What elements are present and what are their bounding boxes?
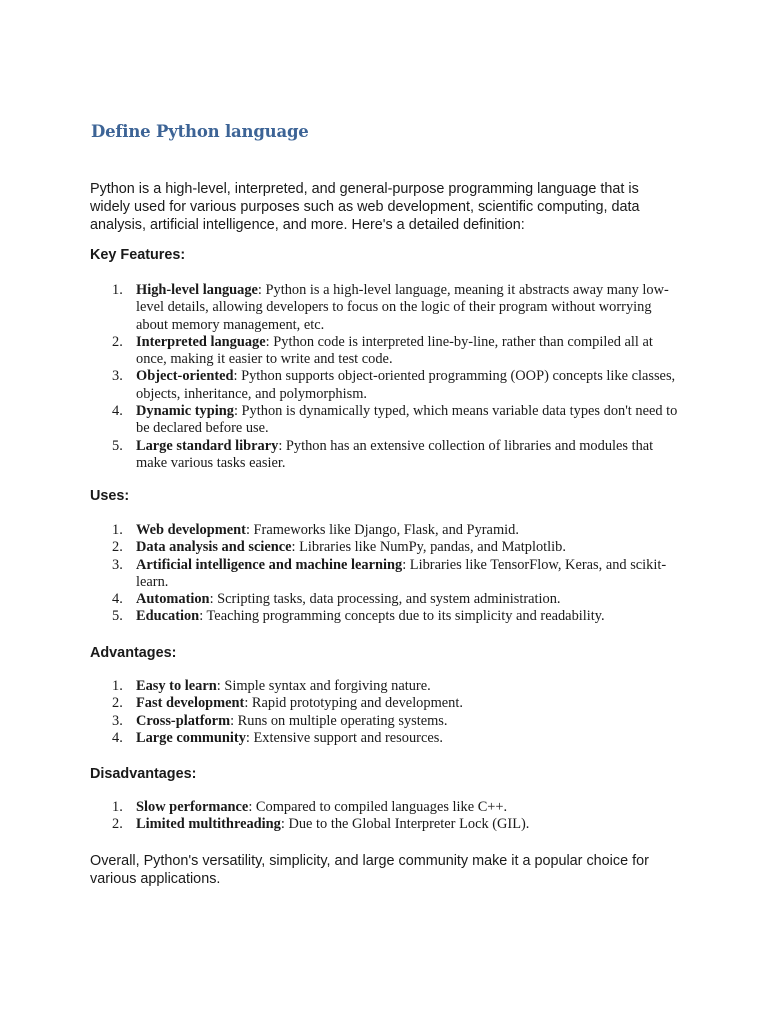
list-item-term: Web development	[136, 522, 246, 538]
list-item	[110, 730, 670, 747]
list-item-description: : Rapid prototyping and development.	[244, 695, 463, 712]
list-item-term: Limited multithreading	[136, 816, 281, 833]
list-item	[110, 713, 670, 730]
advantages-list	[110, 678, 670, 747]
list-item-number: 2.	[112, 333, 123, 350]
key-features-list	[110, 282, 682, 472]
list-item-number: 4.	[112, 591, 123, 608]
list-item-description: : Python supports object-oriented programming (OOP) concepts like classes, objects, inheritance, and polymorphism.	[136, 368, 676, 402]
uses-heading: Uses:	[90, 488, 130, 504]
list-item-number: 2.	[112, 695, 123, 712]
list-item-number: 2.	[112, 816, 123, 833]
list-item-description: : Libraries like TensorFlow, Keras, and scikit-learn.	[136, 556, 667, 590]
list-item	[110, 334, 682, 369]
list-item-term: Dynamic typing	[136, 403, 234, 420]
list-item-number: 2.	[112, 539, 123, 556]
list-item-description: : Scripting tasks, data processing, and system administration.	[209, 591, 561, 608]
advantages-heading: Advantages:	[90, 645, 177, 661]
disadvantages-heading: Disadvantages:	[90, 766, 197, 782]
list-item-term: Fast development	[136, 695, 245, 712]
list-item-number: 3.	[112, 368, 123, 385]
list-item-number: 5.	[112, 437, 123, 454]
list-item	[110, 539, 675, 556]
list-item	[110, 403, 682, 438]
list-item-description: : Due to the Global Interpreter Lock (GIL).	[280, 816, 530, 833]
intro-paragraph: Python is a high-level, interpreted, and general-purpose programming language that is widely used for various purposes such as web development, scientific computing, data analysis, artificial intelligence, and more. Here's a detailed definition:	[90, 181, 640, 233]
page-title: Define Python language	[91, 122, 309, 141]
disadvantages-list	[110, 799, 670, 834]
list-item-description: : Extensive support and resources.	[245, 729, 443, 746]
closing-paragraph: Overall, Python's versatility, simplicity, and large community make it a popular choice for various applications.	[90, 853, 649, 887]
list-item-term: Data analysis and science	[136, 539, 292, 556]
list-item-number: 1.	[112, 799, 123, 815]
list-item-number: 1.	[112, 678, 123, 694]
list-item	[110, 678, 670, 695]
list-item-term: Easy to learn	[136, 678, 217, 694]
list-item-term: Slow performance	[136, 799, 249, 815]
list-item-term: Education	[136, 608, 200, 625]
list-item-description: : Python code is interpreted line-by-line, rather than compiled all at once, making it easier to write and test code.	[136, 333, 653, 368]
list-item-number: 5.	[112, 608, 123, 625]
list-item-term: Artificial intelligence and machine learning	[136, 556, 403, 573]
list-item	[110, 282, 682, 334]
list-item-description: : Runs on multiple operating systems.	[230, 712, 448, 729]
list-item-number: 3.	[112, 556, 123, 573]
list-item-description: : Teaching programming concepts due to its simplicity and readability.	[199, 608, 605, 625]
key-features-heading: Key Features:	[90, 247, 186, 263]
list-item-description: : Compared to compiled languages like C++.	[248, 799, 508, 815]
list-item-number: 1.	[112, 522, 123, 538]
list-item-term: Object-oriented	[136, 368, 234, 385]
uses-list	[110, 522, 675, 626]
list-item-number: 1.	[112, 282, 123, 298]
list-item	[110, 522, 675, 539]
list-item-description: : Frameworks like Django, Flask, and Pyramid.	[245, 522, 519, 538]
list-item	[110, 591, 675, 608]
list-item-term: Interpreted language	[136, 333, 266, 350]
list-item-description: : Simple syntax and forgiving nature.	[216, 678, 431, 694]
list-item-term: High-level language	[136, 282, 258, 298]
list-item-term: Large standard library	[136, 437, 279, 454]
list-item	[110, 799, 670, 816]
list-item-term: Automation	[136, 591, 210, 608]
list-item-number: 4.	[112, 403, 123, 420]
list-item	[110, 368, 682, 403]
list-item-term: Cross-platform	[136, 712, 231, 729]
list-item-description: : Python has an extensive collection of libraries and modules that make various tasks easier.	[136, 437, 654, 471]
list-item-description: : Python is dynamically typed, which means variable data types don't need to be declared before use.	[136, 403, 678, 437]
list-item	[110, 557, 675, 592]
list-item	[110, 695, 670, 712]
list-item-description: : Libraries like NumPy, pandas, and Matplotlib.	[291, 539, 566, 556]
list-item-term: Large community	[136, 729, 246, 746]
list-item	[110, 608, 675, 625]
list-item-number: 3.	[112, 712, 123, 729]
list-item-number: 4.	[112, 729, 123, 746]
list-item	[110, 438, 682, 473]
list-item-description: : Python is a high-level language, meaning it abstracts away many low-level details, allowing developers to focus on the logic of their program without worrying about memory management, etc.	[136, 282, 669, 333]
list-item	[110, 816, 670, 833]
